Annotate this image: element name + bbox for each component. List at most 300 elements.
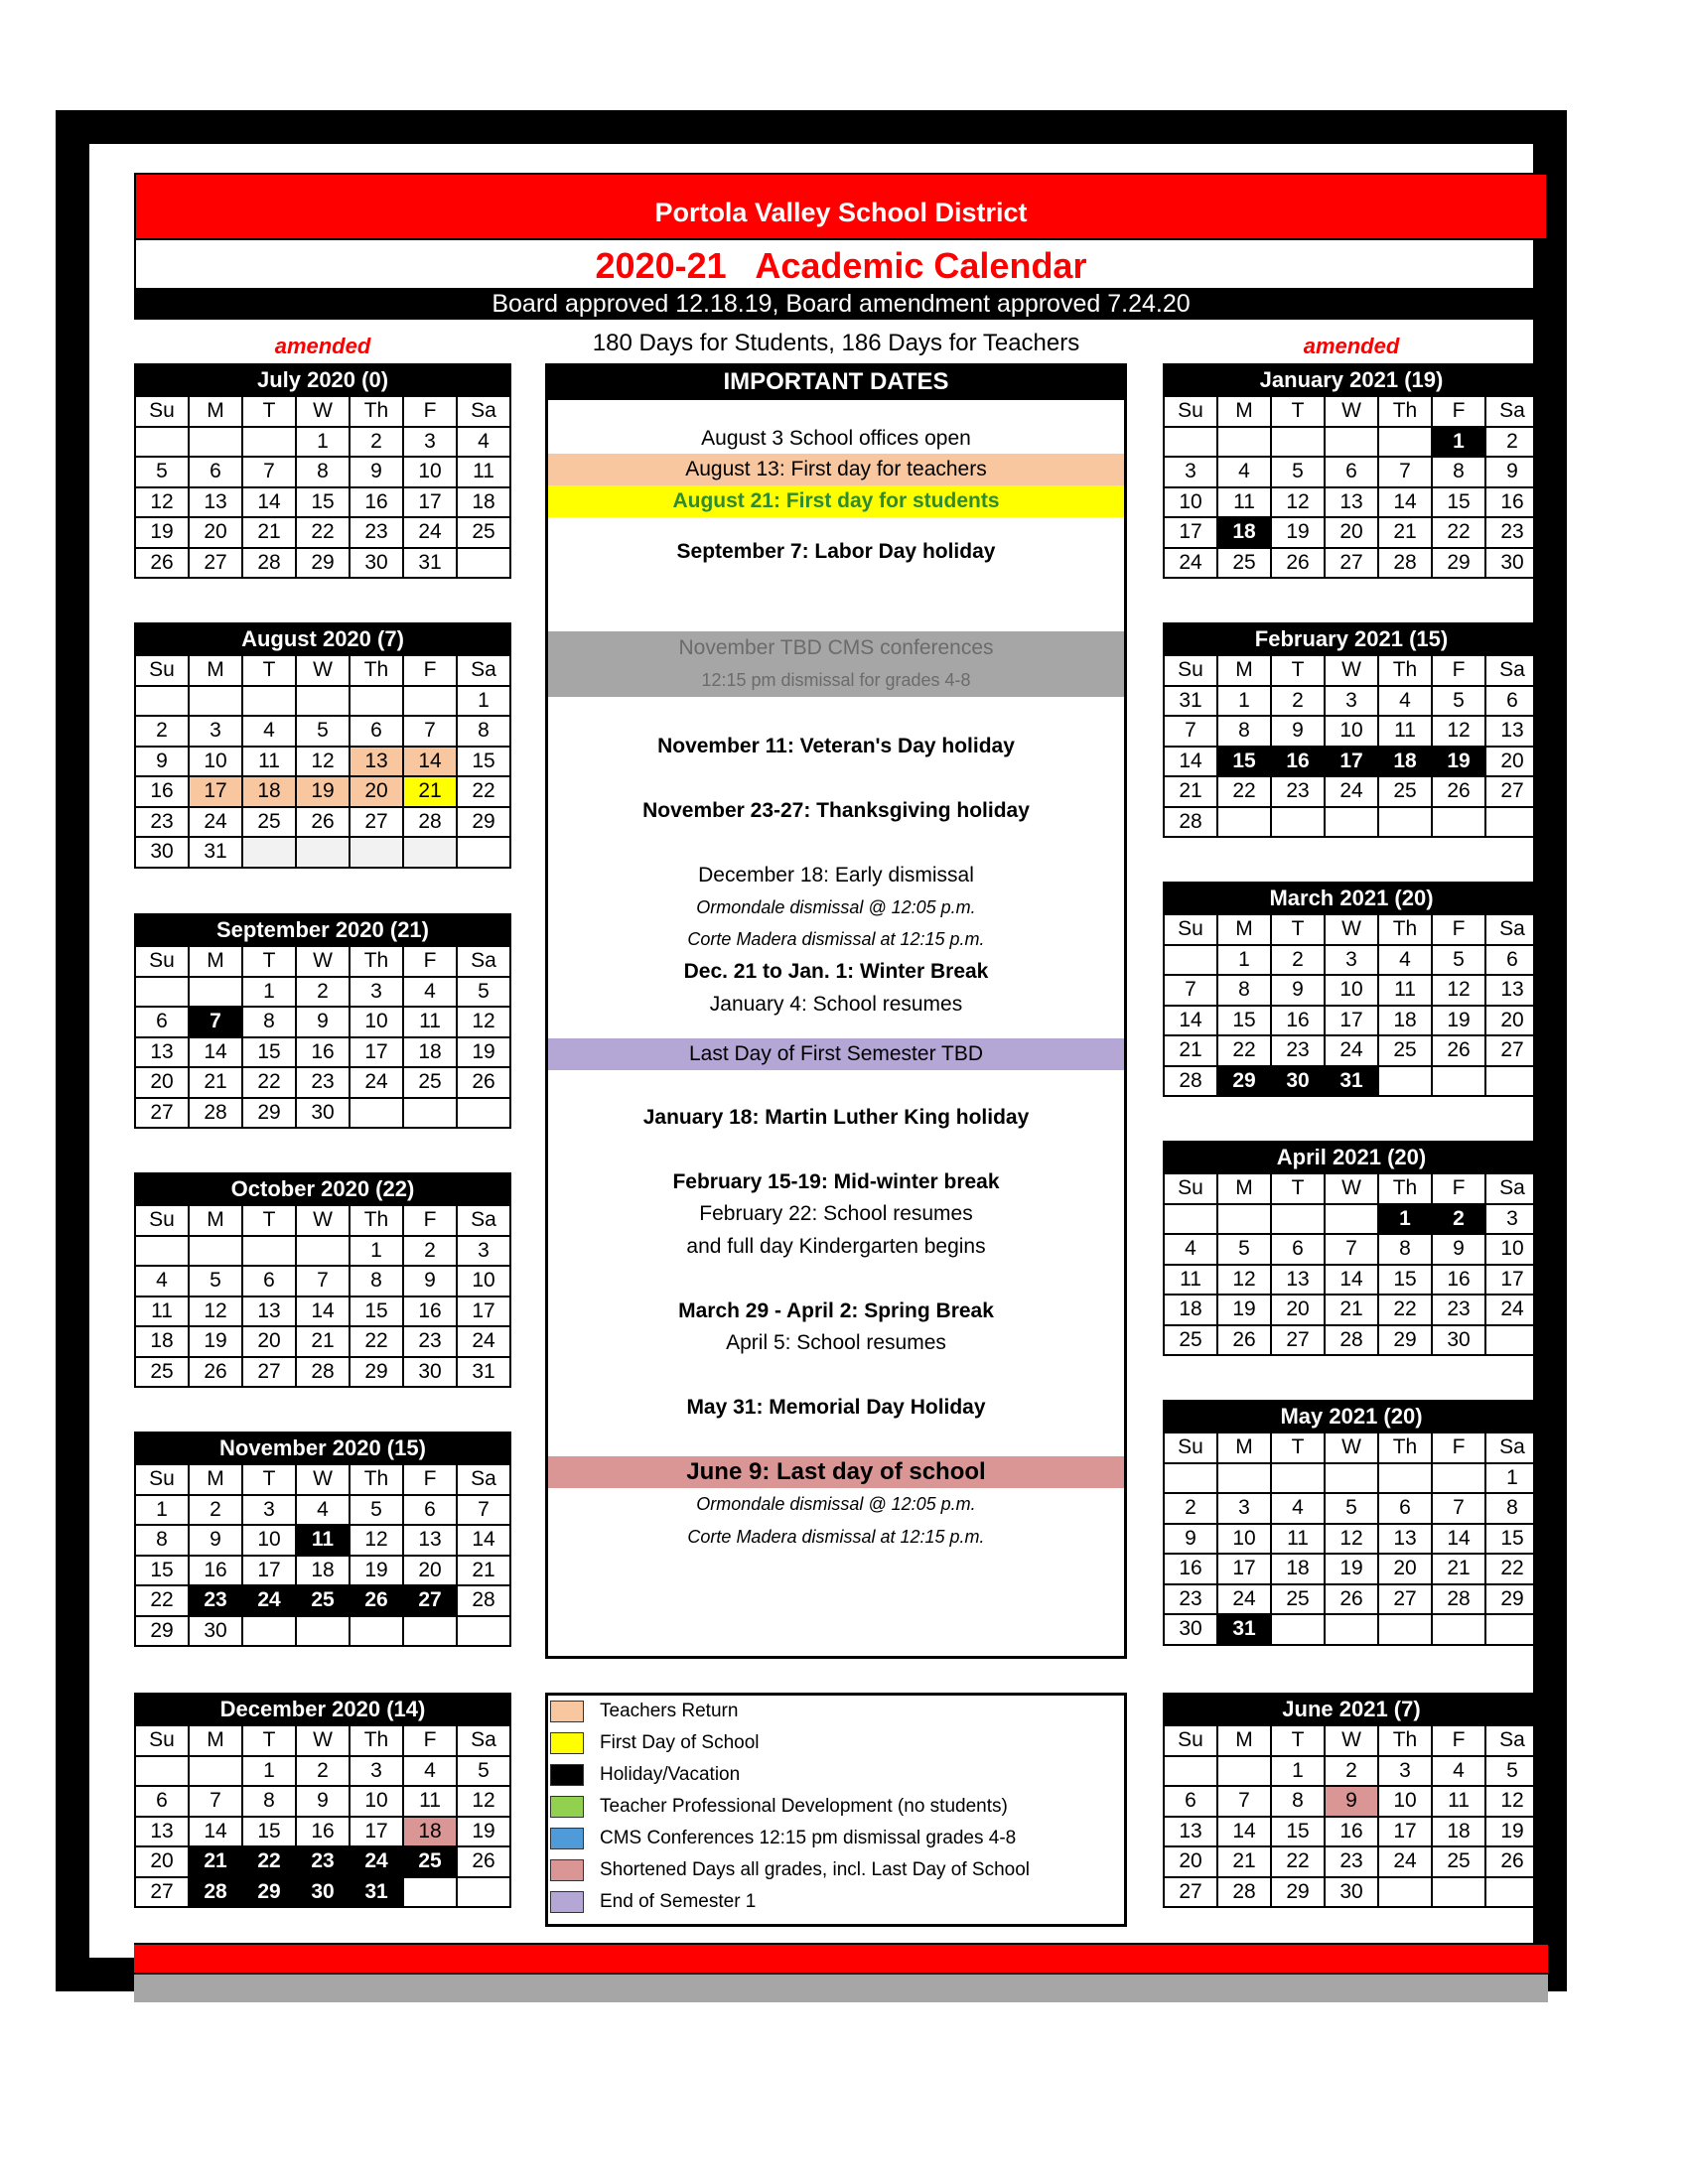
day-cell: 5 [1217,1234,1271,1265]
day-cell: 11 [1217,487,1271,518]
day-cell: 5 [350,1495,403,1526]
day-cell: 4 [1271,1493,1325,1524]
day-cell: 23 [1271,776,1325,807]
day-cell: 13 [242,1297,296,1327]
day-cell: 30 [296,1877,350,1908]
day-cell: 27 [1485,776,1539,807]
calendar-sheet [134,173,1549,1976]
day-cell: 24 [189,807,242,838]
day-cell: 10 [1325,716,1378,747]
day-cell [242,686,296,717]
day-cell: 29 [457,807,510,838]
day-cell: 7 [1164,716,1217,747]
day-cell: 22 [242,1846,296,1877]
day-cell: 10 [242,1525,296,1556]
day-cell: 23 [135,807,189,838]
day-cell: 23 [1325,1846,1378,1877]
day-cell: 21 [1164,1035,1217,1066]
day-cell: 23 [296,1067,350,1098]
weekday-header: M [1217,396,1271,427]
day-cell: 16 [296,1037,350,1068]
day-cell [1485,1325,1539,1356]
day-cell [189,686,242,717]
weekday-header: Th [1378,1433,1432,1463]
month-grid [134,1724,511,1908]
day-cell: 19 [1432,747,1485,777]
weekday-header: Sa [1485,1725,1539,1756]
day-cell: 10 [1325,975,1378,1006]
day-cell: 22 [350,1326,403,1357]
day-cell: 28 [189,1098,242,1129]
month-grid [1163,1172,1540,1356]
weekday-header: T [242,946,296,977]
weekday-header: M [189,946,242,977]
day-cell [457,1616,510,1647]
day-cell: 20 [135,1846,189,1877]
day-cell: 4 [457,427,510,458]
legend-item [548,1698,1124,1727]
day-cell: 5 [296,716,350,747]
day-cell [135,1236,189,1267]
day-cell: 19 [457,1817,510,1847]
day-cell: 25 [457,517,510,548]
legend-label: Teacher Professional Development (no students) [600,1796,1008,1817]
day-cell: 8 [350,1266,403,1297]
day-cell: 11 [403,1786,457,1817]
legend-item [548,1888,1124,1918]
day-cell: 30 [1485,548,1539,579]
day-cell [1378,427,1432,458]
day-cell: 16 [1325,1817,1378,1847]
legend-swatch [550,1859,584,1881]
legend-item [548,1793,1124,1823]
day-cell: 25 [1271,1584,1325,1615]
month-title: July 2020 (0) [134,363,511,395]
month-grid [1163,1432,1540,1646]
day-cell: 21 [1164,776,1217,807]
day-cell: 7 [189,1786,242,1817]
event-line: Corte Madera dismissal at 12:15 p.m. [687,1527,985,1547]
weekday-header: Sa [457,396,510,427]
day-cell [296,1616,350,1647]
day-cell: 1 [1217,686,1271,717]
day-cell: 3 [350,1756,403,1787]
day-cell: 5 [1432,686,1485,717]
legend-label: Teachers Return [600,1701,739,1721]
day-cell: 23 [1164,1584,1217,1615]
day-cell: 29 [1432,548,1485,579]
day-cell: 27 [135,1098,189,1129]
day-cell: 27 [1325,548,1378,579]
day-cell: 19 [1485,1817,1539,1847]
day-cell: 20 [1164,1846,1217,1877]
weekday-header: Su [135,1205,189,1236]
weekday-header: F [1432,1725,1485,1756]
day-cell: 6 [242,1266,296,1297]
day-cell: 31 [457,1357,510,1388]
month-calendar [134,363,511,579]
weekday-header: Th [350,396,403,427]
day-cell: 29 [1485,1584,1539,1615]
day-cell: 5 [457,1756,510,1787]
month-calendar [134,1172,511,1388]
day-cell: 13 [403,1525,457,1556]
day-cell: 22 [457,776,510,807]
day-cell: 8 [1378,1234,1432,1265]
day-cell: 16 [189,1556,242,1586]
day-cell: 1 [1271,1756,1325,1787]
weekday-header: Th [1378,1173,1432,1204]
day-cell: 13 [1378,1524,1432,1555]
day-cell: 10 [1378,1786,1432,1817]
day-cell: 11 [135,1297,189,1327]
weekday-header: W [1325,655,1378,686]
day-cell [1432,1066,1485,1097]
month-grid [134,1463,511,1647]
day-cell: 6 [1378,1493,1432,1524]
weekday-header: Sa [457,655,510,686]
legend-swatch [550,1764,584,1786]
day-cell: 21 [1325,1295,1378,1325]
day-cell: 8 [1217,975,1271,1006]
day-cell: 17 [350,1037,403,1068]
day-cell: 22 [1217,776,1271,807]
day-cell: 14 [457,1525,510,1556]
day-cell: 20 [1485,747,1539,777]
month-title: March 2021 (20) [1163,882,1540,913]
weekday-header: T [242,1205,296,1236]
day-cell [1485,1877,1539,1908]
day-cell: 12 [1217,1265,1271,1296]
day-cell: 7 [1378,457,1432,487]
day-cell: 19 [1271,517,1325,548]
day-cell: 28 [242,548,296,579]
event-line: November TBD CMS conferences [548,631,1124,665]
day-cell: 1 [457,686,510,717]
day-cell [1217,1463,1271,1494]
day-cell [135,427,189,458]
day-cell: 22 [296,517,350,548]
weekday-header: M [1217,1725,1271,1756]
month-calendar [1163,622,1540,838]
day-cell [135,1756,189,1787]
day-cell: 25 [1378,776,1432,807]
day-cell: 2 [1271,686,1325,717]
day-cell: 29 [350,1357,403,1388]
event-line: November 23-27: Thanksgiving holiday [642,799,1030,822]
day-cell: 19 [1217,1295,1271,1325]
day-cell: 28 [1378,548,1432,579]
day-cell: 26 [189,1357,242,1388]
day-cell: 14 [296,1297,350,1327]
day-cell [189,1236,242,1267]
day-cell: 14 [1325,1265,1378,1296]
day-cell: 17 [1164,517,1217,548]
day-cell: 29 [296,548,350,579]
day-cell: 20 [1485,1006,1539,1036]
day-cell: 28 [1325,1325,1378,1356]
day-cell [1164,1204,1217,1235]
day-cell: 12 [457,1007,510,1037]
day-cell: 26 [1217,1325,1271,1356]
day-cell: 29 [1271,1877,1325,1908]
weekday-header: T [1271,1173,1325,1204]
event-line: February 22: School resumes [699,1202,973,1225]
event-line: March 29 - April 2: Spring Break [678,1299,994,1322]
weekday-header: Th [350,1725,403,1756]
day-cell: 8 [1271,1786,1325,1817]
day-cell: 13 [1164,1817,1217,1847]
day-cell [242,427,296,458]
legend-swatch [550,1891,584,1913]
event-line: February 15-19: Mid-winter break [672,1170,1000,1193]
day-cell: 4 [1378,686,1432,717]
day-cell: 8 [296,457,350,487]
day-cell [457,1098,510,1129]
day-cell: 19 [457,1037,510,1068]
legend-swatch [550,1828,584,1849]
day-cell: 6 [1485,686,1539,717]
day-cell: 21 [457,1556,510,1586]
approval-line: Board approved 12.18.19, Board amendment approved 7.24.20 [134,288,1548,320]
day-cell: 18 [1164,1295,1217,1325]
day-cell: 11 [403,1007,457,1037]
event-line: June 9: Last day of school [548,1456,1124,1488]
weekday-header: W [296,1725,350,1756]
day-cell: 8 [1217,716,1271,747]
day-cell: 19 [1325,1554,1378,1584]
legend-swatch [550,1701,584,1722]
day-cell: 21 [296,1326,350,1357]
day-cell: 21 [242,517,296,548]
day-cell: 7 [1217,1786,1271,1817]
day-cell: 3 [1325,686,1378,717]
day-cell: 6 [135,1007,189,1037]
month-calendar [1163,1400,1540,1646]
legend-item [548,1856,1124,1886]
day-cell: 17 [457,1297,510,1327]
month-calendar [1163,1693,1540,1908]
day-cell: 11 [1378,716,1432,747]
day-cell: 3 [1378,1756,1432,1787]
calendar-title: 2020-21 Academic Calendar [134,240,1548,288]
day-cell: 13 [135,1037,189,1068]
weekday-header: Su [1164,1725,1217,1756]
weekday-header: W [1325,396,1378,427]
day-cell: 13 [135,1817,189,1847]
month-grid [1163,654,1540,838]
day-cell: 1 [1217,945,1271,976]
day-cell [1378,1066,1432,1097]
day-cell: 14 [1378,487,1432,518]
weekday-header: M [189,396,242,427]
day-cell [1432,1463,1485,1494]
day-cell: 18 [242,776,296,807]
day-cell: 3 [1217,1493,1271,1524]
day-cell: 20 [1325,517,1378,548]
day-cell: 16 [1271,747,1325,777]
weekday-header: W [1325,1433,1378,1463]
day-cell [403,1877,457,1908]
weekday-header: Sa [1485,1173,1539,1204]
day-cell [1325,807,1378,838]
weekday-header: Th [1378,655,1432,686]
day-cell: 4 [1164,1234,1217,1265]
day-cell: 21 [1432,1554,1485,1584]
day-cell: 25 [1164,1325,1217,1356]
day-cell: 16 [135,776,189,807]
day-cell: 3 [1485,1204,1539,1235]
day-cell: 19 [1432,1006,1485,1036]
day-cell: 24 [242,1585,296,1616]
month-calendar [1163,1141,1540,1356]
legend-swatch [550,1796,584,1818]
day-cell [1432,1877,1485,1908]
legend-label: End of Semester 1 [600,1891,757,1912]
day-cell: 19 [296,776,350,807]
weekday-header: M [189,655,242,686]
day-cell: 4 [403,1756,457,1787]
day-cell: 10 [457,1266,510,1297]
weekday-header: Sa [1485,1433,1539,1463]
day-cell: 17 [1325,747,1378,777]
day-cell [296,837,350,868]
day-cell: 15 [1432,487,1485,518]
day-cell: 30 [1164,1614,1217,1645]
day-cell: 2 [296,977,350,1008]
day-cell [189,977,242,1008]
day-cell: 5 [189,1266,242,1297]
day-cell: 3 [350,977,403,1008]
weekday-header: F [403,1725,457,1756]
event-line: Dec. 21 to Jan. 1: Winter Break [683,960,989,983]
day-cell: 10 [350,1786,403,1817]
day-cell: 23 [189,1585,242,1616]
day-cell: 9 [1271,975,1325,1006]
day-cell: 15 [1485,1524,1539,1555]
day-cell: 18 [1271,1554,1325,1584]
day-cell [1325,1463,1378,1494]
day-cell: 9 [1164,1524,1217,1555]
day-cell [1217,1204,1271,1235]
day-cell: 22 [1217,1035,1271,1066]
day-cell [1325,1204,1378,1235]
weekday-header: Su [135,655,189,686]
day-cell: 30 [135,837,189,868]
day-cell [350,837,403,868]
day-cell: 13 [1271,1265,1325,1296]
weekday-header: Su [1164,655,1217,686]
event-line: Ormondale dismissal @ 12:05 p.m. [696,1494,976,1514]
day-cell: 30 [350,548,403,579]
legend-label: First Day of School [600,1732,760,1753]
day-cell: 27 [1378,1584,1432,1615]
day-cell: 10 [1164,487,1217,518]
day-cell: 28 [1432,1584,1485,1615]
day-cell: 20 [1378,1554,1432,1584]
day-cell [457,548,510,579]
day-cell: 8 [135,1525,189,1556]
month-title: October 2020 (22) [134,1172,511,1204]
day-cell: 15 [135,1556,189,1586]
day-cell: 6 [1164,1786,1217,1817]
month-title: February 2021 (15) [1163,622,1540,654]
month-title: April 2021 (20) [1163,1141,1540,1172]
day-cell [242,1236,296,1267]
day-cell: 13 [350,747,403,777]
legend-label: Shortened Days all grades, incl. Last Day of School [600,1859,1031,1880]
day-cell: 17 [1325,1006,1378,1036]
day-cell: 6 [135,1786,189,1817]
day-cell: 24 [1164,548,1217,579]
day-cell [1378,1614,1432,1645]
day-cell: 3 [189,716,242,747]
day-cell: 12 [457,1786,510,1817]
day-cell: 25 [1432,1846,1485,1877]
day-cell: 10 [189,747,242,777]
day-cell: 18 [296,1556,350,1586]
weekday-header: Th [1378,396,1432,427]
day-cell [1378,1463,1432,1494]
day-cell: 31 [1164,686,1217,717]
day-cell [1164,945,1217,976]
day-cell [242,837,296,868]
day-cell: 23 [296,1846,350,1877]
day-cell: 12 [296,747,350,777]
weekday-header: M [1217,1173,1271,1204]
weekday-header: Su [1164,914,1217,945]
day-cell: 8 [1432,457,1485,487]
day-cell: 25 [1217,548,1271,579]
day-cell: 27 [1271,1325,1325,1356]
day-cell: 28 [1217,1877,1271,1908]
day-cell: 28 [403,807,457,838]
day-cell: 23 [403,1326,457,1357]
day-cell: 11 [1271,1524,1325,1555]
day-cell [1378,1877,1432,1908]
day-cell [457,837,510,868]
weekday-header: M [189,1725,242,1756]
day-cell: 11 [296,1525,350,1556]
legend-swatch [550,1732,584,1754]
day-cell [350,1098,403,1129]
weekday-header: F [1432,1433,1485,1463]
day-cell: 2 [296,1756,350,1787]
weekday-header: Sa [457,1205,510,1236]
day-cell: 2 [189,1495,242,1526]
day-cell: 2 [350,427,403,458]
day-cell: 9 [1325,1786,1378,1817]
day-cell [1432,1614,1485,1645]
amended-label-right: amended [1303,334,1400,358]
day-cell: 31 [1325,1066,1378,1097]
event-line: and full day Kindergarten begins [686,1235,986,1258]
day-cell: 4 [242,716,296,747]
day-cell: 31 [189,837,242,868]
day-cell: 11 [457,457,510,487]
day-cell: 11 [242,747,296,777]
day-cell: 15 [1217,747,1271,777]
day-cell: 28 [457,1585,510,1616]
day-cell: 28 [1164,1066,1217,1097]
day-cell: 18 [1378,1006,1432,1036]
month-grid [134,945,511,1129]
day-cell: 20 [135,1067,189,1098]
weekday-header: W [296,396,350,427]
day-cell [350,1616,403,1647]
day-cell: 18 [1217,517,1271,548]
day-cell: 14 [242,487,296,518]
